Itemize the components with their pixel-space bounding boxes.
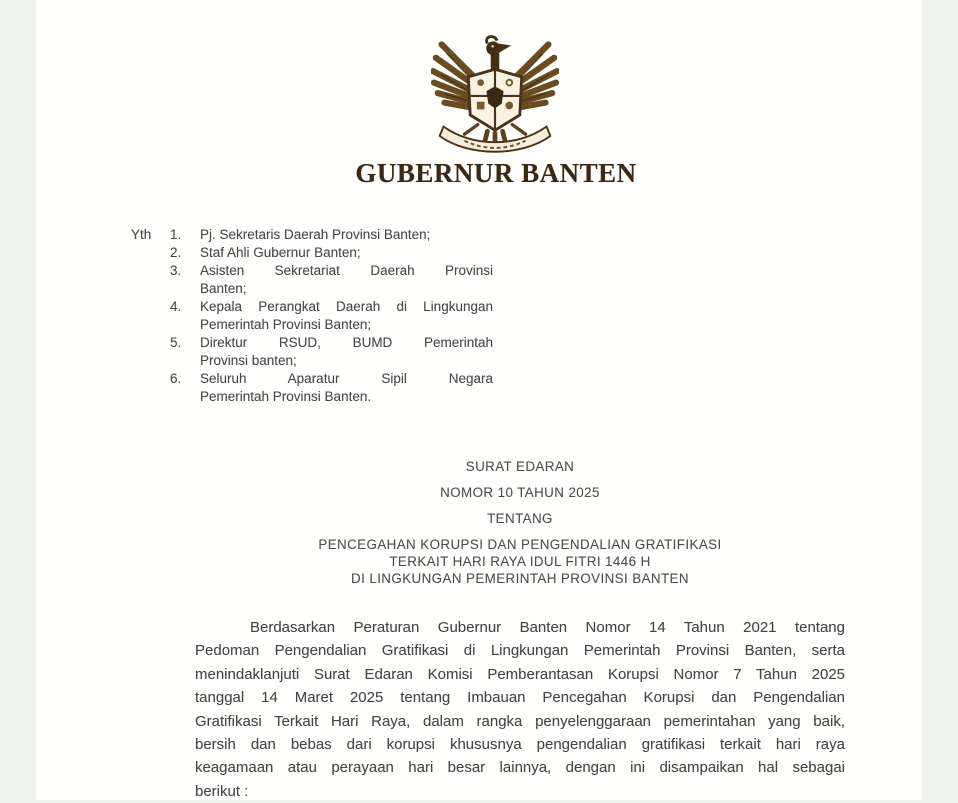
- doc-subject-line: DI LINGKUNGAN PEMERINTAH PROVINSI BANTEN: [351, 571, 689, 586]
- scan-margin-left: [0, 0, 36, 800]
- recipient-number: 2.: [170, 245, 182, 260]
- recipient-text: [200, 226, 493, 244]
- recipient-line: Seluruh Aparatur Sipil Negara: [200, 371, 493, 386]
- letterhead-agency-title: GUBERNUR BANTEN: [355, 158, 637, 188]
- recipient-line: Pemerintah Provinsi Banten.: [200, 389, 372, 404]
- recipient-text: [200, 334, 493, 370]
- recipient-text: [200, 298, 493, 334]
- recipient-item-4: [170, 298, 493, 334]
- recipient-number: 6.: [170, 371, 182, 386]
- recipient-text: [200, 370, 493, 406]
- recipient-line: Staf Ahli Gubernur Banten;: [200, 245, 361, 260]
- doc-subject-line: TERKAIT HARI RAYA IDUL FITRI 1446 H: [389, 554, 651, 569]
- recipient-item-2: [170, 244, 493, 262]
- recipients-block: [131, 226, 493, 406]
- doc-about-line: TENTANG: [487, 511, 553, 526]
- recipient-item-5: [170, 334, 493, 370]
- recipients-list: [170, 226, 493, 406]
- scan-margin-right: [922, 0, 958, 800]
- recipient-text: [200, 244, 493, 262]
- recipient-line: Kepala Perangkat Daerah di Lingkungan: [200, 299, 493, 314]
- recipient-line: Direktur RSUD, BUMD Pemerintah: [200, 335, 493, 350]
- recipient-line: Pemerintah Provinsi Banten;: [200, 317, 372, 332]
- body-line: berikut :: [195, 782, 249, 800]
- recipient-item-3: [170, 262, 493, 298]
- recipient-line: Pj. Sekretaris Daerah Provinsi Banten;: [200, 227, 431, 242]
- recipient-text: [200, 262, 493, 298]
- recipient-number: 5.: [170, 335, 182, 350]
- body-line: Gratifikasi Terkait Hari Raya, dalam rangka penyelenggaraan pemerintahan yang baik,: [195, 712, 845, 730]
- recipients-label: Yth: [131, 227, 152, 242]
- doc-number-line: NOMOR 10 TAHUN 2025: [440, 485, 600, 500]
- recipient-number: 4.: [170, 299, 182, 314]
- recipient-line: Asisten Sekretariat Daerah Provinsi: [200, 263, 493, 278]
- doc-subject-line: PENCEGAHAN KORUPSI DAN PENGENDALIAN GRATIFIKASI: [318, 537, 722, 552]
- recipient-number: 3.: [170, 263, 182, 278]
- recipient-number: 1.: [170, 227, 182, 242]
- body-line: Pedoman Pengendalian Gratifikasi di Lingkungan Pemerintah Provinsi Banten, serta: [195, 642, 845, 660]
- body-line: tanggal 14 Maret 2025 tentang Imbauan Pencegahan Korupsi dan Pengendalian: [195, 689, 845, 707]
- document-title-block: [195, 458, 845, 587]
- body-line: menindaklanjuti Surat Edaran Komisi Pemberantasan Korupsi Nomor 7 Tahun 2025: [195, 665, 845, 683]
- doc-type-line: SURAT EDARAN: [465, 459, 575, 474]
- garuda-icon: [431, 33, 559, 157]
- recipient-item-1: [170, 226, 493, 244]
- recipient-line: Banten;: [200, 281, 247, 296]
- recipient-line: Provinsi banten;: [200, 353, 297, 368]
- garuda-pancasila-emblem: [431, 33, 559, 157]
- recipient-item-6: [170, 370, 493, 406]
- letter-body-paragraph: [195, 616, 845, 803]
- body-line: Berdasarkan Peraturan Gubernur Banten Nomor 14 Tahun 2021 tentang: [250, 619, 845, 636]
- body-line: keagamaan atau perayaan hari besar lainnya, dengan ini disampaikan hal sebagai: [195, 759, 845, 777]
- body-line: bersih dan bebas dari korupsi khususnya pengendalian gratifikasi terkait hari raya: [195, 736, 845, 754]
